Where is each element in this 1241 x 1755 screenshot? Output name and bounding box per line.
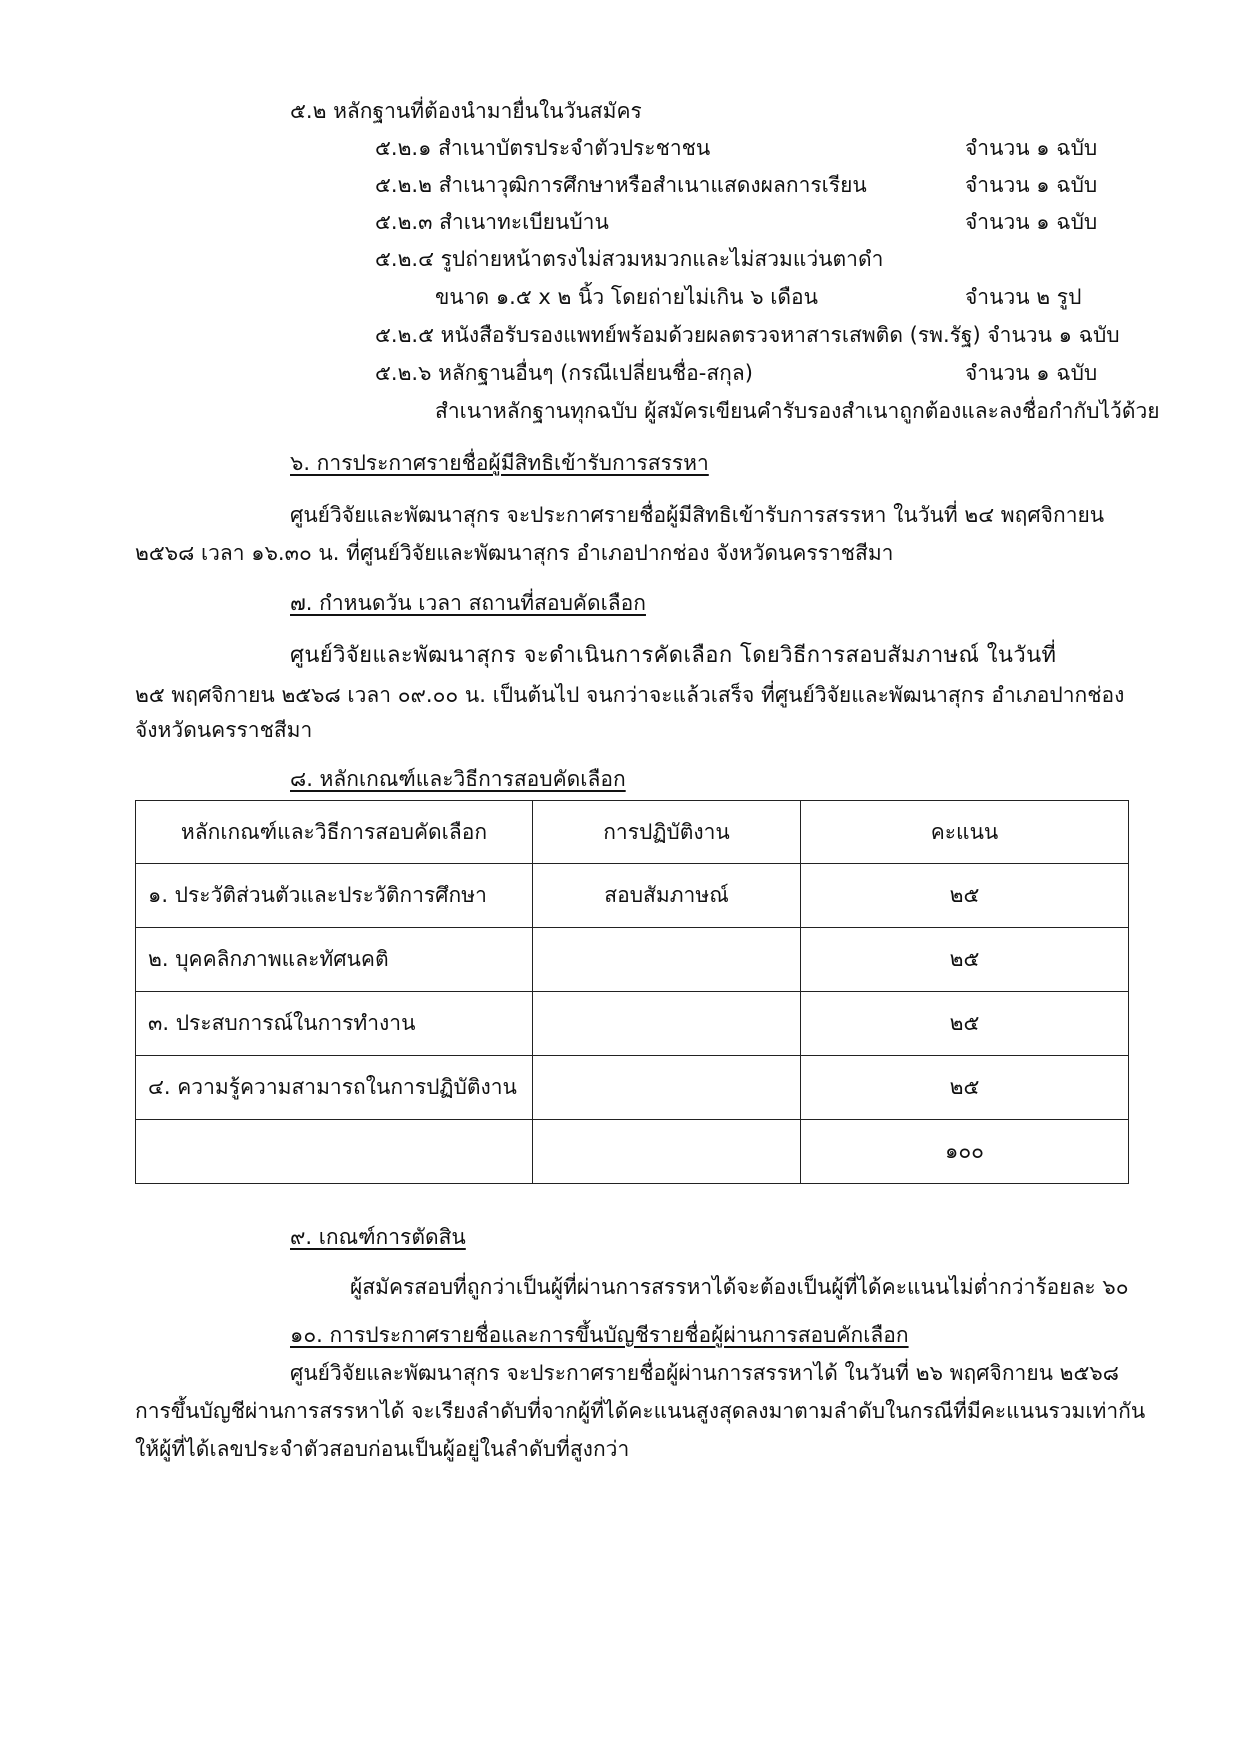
evidence-amount-2: จำนวน ๑ ฉบับ: [965, 173, 1098, 197]
evidence-item-4: ๕.๒.๔ รูปถ่ายหน้าตรงไม่สวมหมวกและไม่สวมแว่นตาดำ: [375, 247, 884, 271]
section-7-text-1: ศูนย์วิจัยและพัฒนาสุกร จะดำเนินการคัดเลือก โดยวิธีการสอบสัมภาษณ์ ในวันที่: [290, 643, 1057, 668]
evidence-amount-4: จำนวน ๒ รูป: [965, 285, 1082, 309]
method-header: การปฏิบัติงาน: [533, 801, 801, 864]
section-7-heading: ๗. กำหนดวัน เวลา สถานที่สอบคัดเลือก: [290, 591, 646, 615]
evidence-amount-1: จำนวน ๑ ฉบับ: [965, 136, 1098, 160]
evidence-item-4-detail: ขนาด ๑.๕ x ๒ นิ้ว โดยถ่ายไม่เกิน ๖ เดือน: [435, 285, 818, 309]
criteria-cell: ๑. ประวัติส่วนตัวและประวัติการศึกษา: [136, 864, 533, 928]
score-cell: ๒๕: [801, 992, 1129, 1056]
table-row: [136, 1056, 1129, 1120]
table-row: [136, 864, 1129, 928]
criteria-header: หลักเกณฑ์และวิธีการสอบคัดเลือก: [136, 801, 533, 864]
table-row: [136, 928, 1129, 992]
method-cell: [533, 928, 801, 992]
score-cell: ๒๕: [801, 864, 1129, 928]
section-6-text-2: ๒๕๖๘ เวลา ๑๖.๓๐ น. ที่ศูนย์วิจัยและพัฒนาสุกร อำเภอปากช่อง จังหวัดนครราชสีมา: [135, 541, 894, 565]
section-7-text-2: ๒๕ พฤศจิกายน ๒๕๖๘ เวลา ๐๙.๐๐ น. เป็นต้นไป จนกว่าจะแล้วเสร็จ ที่ศูนย์วิจัยและพัฒนาสุกร อำเภอปากช่อง: [135, 683, 1125, 707]
method-cell: [533, 1120, 801, 1184]
method-cell: สอบสัมภาษณ์: [533, 864, 801, 928]
method-cell: [533, 1056, 801, 1120]
section-10-heading: ๑๐. การประกาศรายชื่อและการขึ้นบัญชีรายชื่อผู้ผ่านการสอบคักเลือก: [290, 1323, 909, 1347]
total-score-cell: ๑๐๐: [801, 1120, 1129, 1184]
section-6-heading: ๖. การประกาศรายชื่อผู้มีสิทธิเข้ารับการสรรหา: [290, 451, 709, 475]
evidence-item-3: ๕.๒.๓ สำเนาทะเบียนบ้าน: [375, 210, 609, 234]
criteria-cell: [136, 1120, 533, 1184]
criteria-cell: ๒. บุคคลิกภาพและทัศนคติ: [136, 928, 533, 992]
criteria-cell: ๓. ประสบการณ์ในการทำงาน: [136, 992, 533, 1056]
table-row: [136, 992, 1129, 1056]
evidence-item-5: ๕.๒.๕ หนังสือรับรองแพทย์พร้อมด้วยผลตรวจหาสารเสพติด (รพ.รัฐ) จำนวน ๑ ฉบับ: [375, 323, 1120, 347]
section-8-heading: ๘. หลักเกณฑ์และวิธีการสอบคัดเลือก: [290, 767, 626, 791]
score-cell: ๒๕: [801, 928, 1129, 992]
section-10-text-3: ให้ผู้ที่ได้เลขประจำตัวสอบก่อนเป็นผู้อยู่ในลำดับที่สูงกว่า: [135, 1437, 630, 1461]
evidence-amount-3: จำนวน ๑ ฉบับ: [965, 210, 1098, 234]
section-10-text-2: การขึ้นบัญชีผ่านการสรรหาได้ จะเรียงลำดับที่จากผู้ที่ได้คะแนนสูงสุดลงมาตามลำดับในกรณีที่มีคะแนนรวมเท่ากัน: [135, 1399, 1146, 1423]
score-cell: ๒๕: [801, 1056, 1129, 1120]
evidence-item-6: ๕.๒.๖ หลักฐานอื่นๆ (กรณีเปลี่ยนชื่อ-สกุล): [375, 361, 753, 385]
criteria-table: [135, 800, 1129, 1184]
section-9-text-1: ผู้สมัครสอบที่ถูกว่าเป็นผู้ที่ผ่านการสรรหาได้จะต้องเป็นผู้ที่ได้คะแนนไม่ต่ำกว่าร้อยละ ๖๐: [350, 1275, 1129, 1299]
evidence-item-2: ๕.๒.๒ สำเนาวุฒิการศึกษาหรือสำเนาแสดงผลการเรียน: [375, 173, 867, 197]
section-9-heading: ๙. เกณฑ์การตัดสิน: [290, 1225, 466, 1249]
table-total-row: [136, 1120, 1129, 1184]
evidence-note: สำเนาหลักฐานทุกฉบับ ผู้สมัครเขียนคำรับรองสำเนาถูกต้องและลงชื่อกำกับไว้ด้วย: [435, 399, 1160, 423]
criteria-table-header: [136, 801, 1129, 864]
score-header: คะแนน: [801, 801, 1129, 864]
evidence-amount-6: จำนวน ๑ ฉบับ: [965, 361, 1098, 385]
section-7-text-3: จังหวัดนครราชสีมา: [135, 718, 313, 742]
section-10-text-1: ศูนย์วิจัยและพัฒนาสุกร จะประกาศรายชื่อผู้ผ่านการสรรหาได้ ในวันที่ ๒๖ พฤศจิกายน ๒๕๖๘: [290, 1361, 1119, 1385]
evidence-item-1: ๕.๒.๑ สำเนาบัตรประจำตัวประชาชน: [375, 136, 711, 160]
section-6-text-1: ศูนย์วิจัยและพัฒนาสุกร จะประกาศรายชื่อผู้มีสิทธิเข้ารับการสรรหา ในวันที่ ๒๔ พฤศจิกายน: [290, 503, 1105, 527]
method-cell: [533, 992, 801, 1056]
criteria-cell: ๔. ความรู้ความสามารถในการปฏิบัติงาน: [136, 1056, 533, 1120]
section-5-2-heading: ๕.๒ หลักฐานที่ต้องนำมายื่นในวันสมัคร: [290, 99, 642, 123]
